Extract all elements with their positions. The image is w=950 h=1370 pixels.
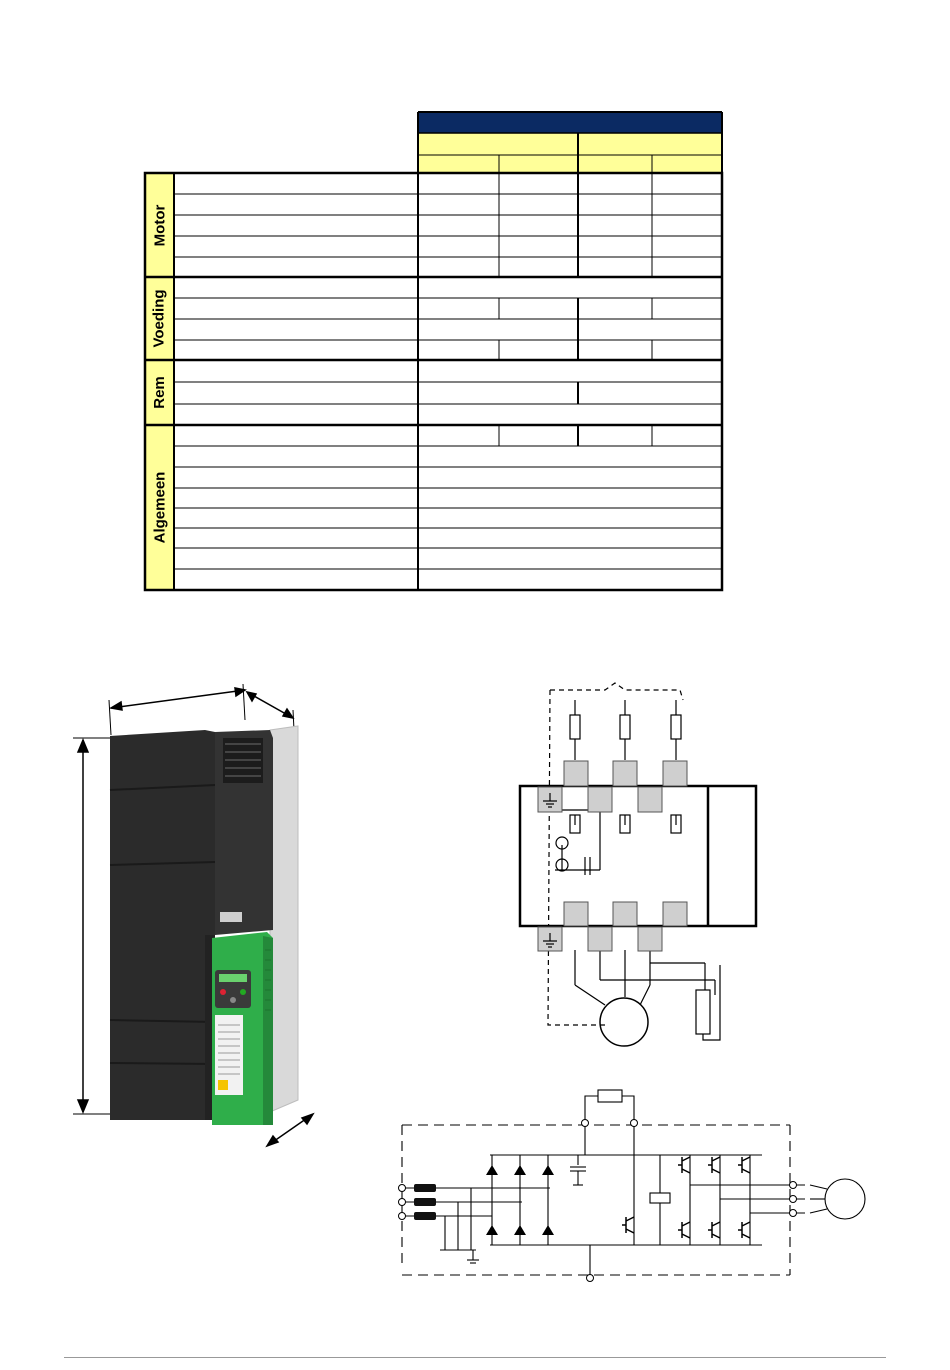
table-grid bbox=[0, 0, 950, 600]
group-label-voeding: Voeding bbox=[151, 289, 168, 348]
connection-schematic bbox=[500, 675, 800, 1055]
footer-divider bbox=[64, 1357, 886, 1358]
drive-product-image bbox=[55, 680, 395, 1150]
group-label-algemeen: Algemeen bbox=[151, 471, 169, 544]
power-circuit-schematic bbox=[390, 1085, 880, 1295]
group-label-rem: Rem bbox=[151, 376, 169, 409]
group-label-motor: Motor bbox=[151, 204, 168, 246]
